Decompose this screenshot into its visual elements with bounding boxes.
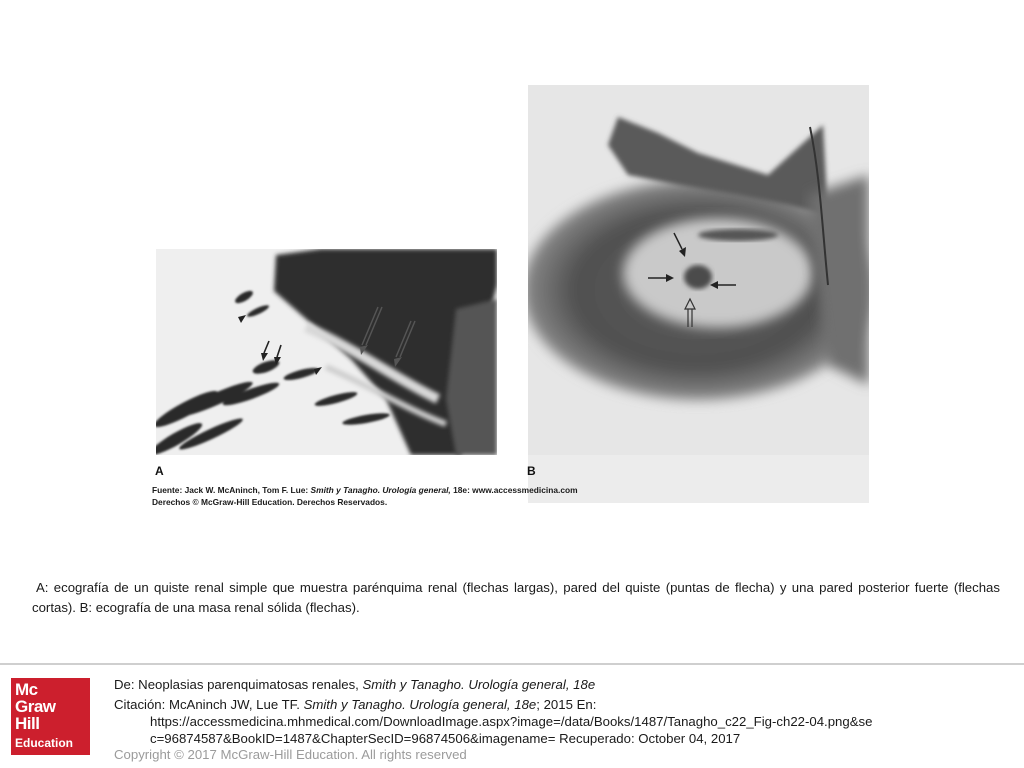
source-chapter-line (114, 676, 595, 693)
citation-url-link[interactable]: https://accessmedicina.mhmedical.com/DownloadImage.aspx?image=/data/Books/1487/Tanagho_c22_Fig-ch22-04.png&sec=96874587&BookID=1487&ChapterSecID=96874506&imagename= Recuperado: October 04, 2017 (150, 714, 873, 746)
logo-line-3: Hill (15, 714, 40, 733)
citation-block (114, 696, 874, 747)
ultrasound-image-b (528, 85, 869, 455)
citation-authors: Citación: McAninch JW, Lue TF. (114, 697, 304, 712)
source-chapter: De: Neoplasias parenquimatosas renales, (114, 677, 363, 692)
figure-caption: A: ecografía de un quiste renal simple que muestra parénquima renal (flechas largas), pared del quiste (puntas de flecha) y una pared posterior fuerte (flechas cortas). B: ecografía de una masa renal sólida (flechas). (32, 580, 1000, 615)
panel-label-a: A (155, 464, 164, 478)
source-chapter-book: Smith y Tanagho. Urología general, 18e (362, 677, 596, 692)
logo-line-1: Mc (15, 680, 38, 699)
logo-line-2: Graw (15, 697, 56, 716)
figure-source-line-2: Derechos © McGraw-Hill Education. Derechos Reservados. (152, 497, 388, 507)
ultrasound-b-graphic (528, 85, 869, 455)
figure-source (152, 484, 652, 508)
mcgraw-hill-logo (11, 678, 90, 755)
source-authors: Fuente: Jack W. McAninch, Tom F. Lue: (152, 485, 311, 495)
ultrasound-image-a (156, 249, 497, 455)
source-site: 18e: www.accessmedicina.com (450, 485, 578, 495)
citation-book: Smith y Tanagho. Urología general, 18e (303, 697, 537, 712)
copyright-notice: Copyright © 2017 McGraw-Hill Education. All rights reserved (114, 747, 467, 762)
panel-label-b: B (527, 464, 536, 478)
citation-year: ; 2015 En: (536, 697, 597, 712)
footer-divider (0, 663, 1024, 665)
figure-source-line-1 (152, 484, 652, 496)
source-book-title: Smith y Tanagho. Urología general, (310, 485, 451, 495)
logo-line-4: Education (15, 736, 74, 750)
ultrasound-a-graphic (156, 249, 497, 455)
